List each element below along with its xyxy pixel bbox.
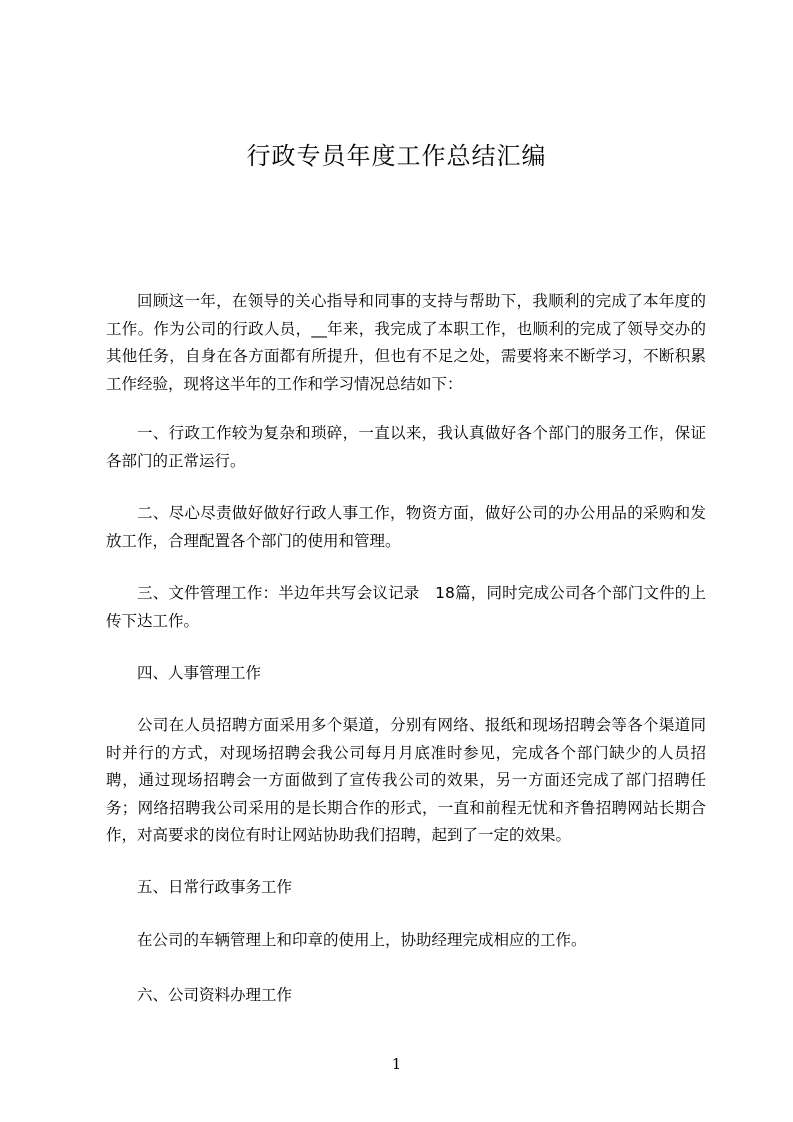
section-3-paragraph: 三、文件管理工作：半边年共写会议记录 18篇，同时完成公司各个部门文件的上传下达工作。 [106,584,706,630]
section-1-paragraph: 一、行政工作较为复杂和琐碎，一直以来，我认真做好各个部门的服务工作，保证各部门的正常运行。 [106,424,706,470]
section-4-paragraph: 公司在人员招聘方面采用多个渠道，分别有网络、报纸和现场招聘会等各个渠道同时并行的方式，对现场招聘会我公司每月月底准时参见，完成各个部门缺少的人员招聘，通过现场招聘会一方面做到了宣传我公司的效果，另一方面还完成了部门招聘任务；网络招聘我公司采用的是长期合作的形式，一直和前程无忧和齐鲁招聘网站长期合作，对高要求的岗位有时让网站协助我们招聘，起到了一定的效果。 [106,716,706,844]
page-number: 1 [391,1055,402,1073]
section-5-heading: 五、日常行政事务工作 [137,878,293,896]
section-4-heading: 四、人事管理工作 [137,664,262,682]
intro-paragraph: 回顾这一年，在领导的关心指导和同事的支持与帮助下，我顺利的完成了本年度的工作。作为公司的行政人员，__年来，我完成了本职工作，也顺利的完成了领导交办的其他任务，自身在各方面都有所提升，但也有不足之处，需要将来不断学习，不断积累工作经验，现将这半年的工作和学习情况总结如下： [106,292,706,393]
document-title: 行政专员年度工作总结汇编 [246,142,547,170]
section-5-paragraph: 在公司的车辆管理上和印章的使用上，协助经理完成相应的工作。 [137,931,587,949]
section-6-heading: 六、公司资料办理工作 [137,986,293,1004]
section-2-paragraph: 二、尽心尽责做好做好行政人事工作，物资方面，做好公司的办公用品的采购和发放工作，合理配置各个部门的使用和管理。 [106,504,706,550]
